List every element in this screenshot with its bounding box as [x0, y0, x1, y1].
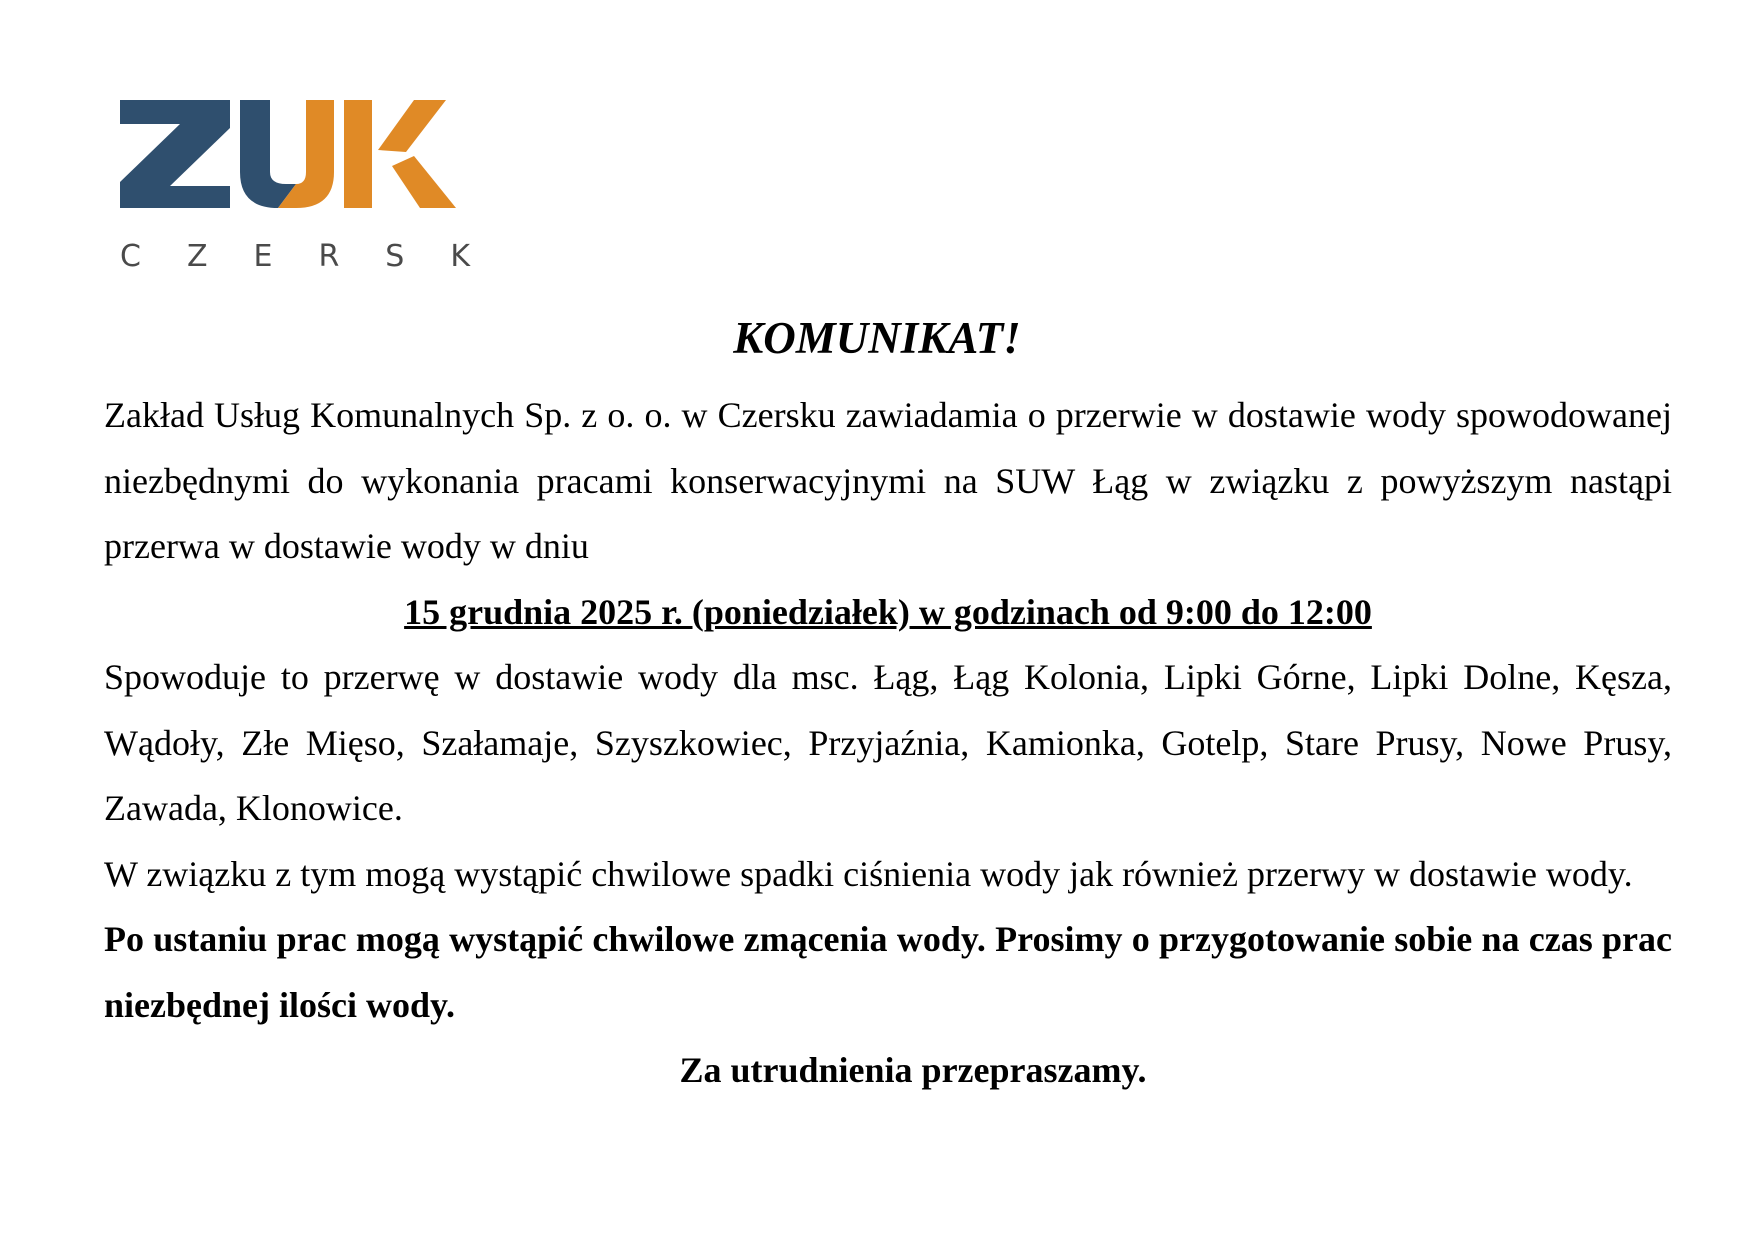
logo-letter-u [240, 100, 296, 208]
zuk-logo-graphic [120, 100, 480, 280]
paragraph-locations: Spowoduje to przerwę w dostawie wody dla msc. Łąg, Łąg Kolonia, Lipki Górne, Lipki Dolne, Kęsza, Wądoły, Złe Mięso, Szałamaje, Szyszkowiec, Przyjaźnia, Kamionka, Gotelp, Stare Prusy, Nowe Prusy, Zawada, Klonowice. [104, 657, 1672, 828]
logo-letter-k-arm [378, 100, 446, 152]
zuk-logo [120, 100, 480, 280]
apology: Za utrudnienia przepraszamy. [679, 1050, 1147, 1090]
notice-body [104, 383, 1672, 1104]
paragraph-bold: Po ustaniu prac mogą wystąpić chwilowe zmącenia wody. Prosimy o przygotowanie sobie na czas prac niezbędnej ilości wody. [104, 919, 1672, 1025]
logo-city-text: CZERSK [120, 239, 470, 274]
paragraph-pressure: W związku z tym mogą wystąpić chwilowe spadki ciśnienia wody jak również przerwy w dostawie wody. [104, 853, 1633, 894]
logo-letter-k-stem [344, 100, 372, 208]
logo-letter-k-leg [392, 156, 456, 208]
logo-letter-z [120, 100, 230, 208]
paragraph-intro: Zakład Usług Komunalnych Sp. z o. o. w Czersku zawiadamia o przerwie w dostawie wody spowodowanej niezbędnymi do wykonania pracami konserwacyjnymi na SUW Łąg w związku z powyższym nastąpi przerwa w dostawie wody w dniu [104, 395, 1672, 566]
date-line: 15 grudnia 2025 r. (poniedziałek) w godzinach od 9:00 do 12:00 [404, 591, 1372, 632]
notice-title: KOMUNIKAT! [733, 313, 1021, 363]
date-line-paragraph [104, 580, 1672, 646]
